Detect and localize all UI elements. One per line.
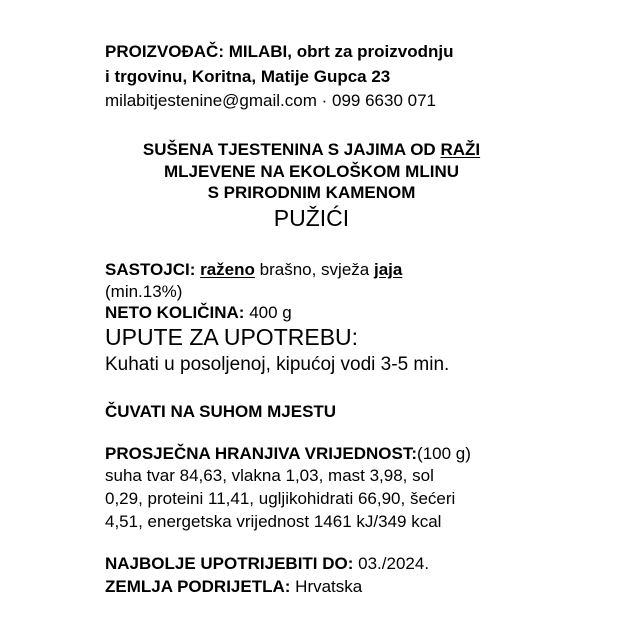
instructions-heading: UPUTE ZA UPOTREBU: [105,324,359,350]
producer-name: MILABI, obrt za proizvodnju [228,42,454,61]
nutrition-line-3: 4,51, energetska vrijednost 1461 kJ/349 kcal [105,512,442,531]
ingredients-line-2: (min.13%) [105,282,183,301]
nutrition-line-2: 0,29, proteini 11,41, ugljikohidrati 66,90, šećeri [105,489,456,508]
product-title-line-1 [0,140,623,160]
net-quantity [105,303,292,323]
nutrition-per: (100 g) [417,444,471,463]
product-title-text: SUŠENA TJESTENINA S JAJIMA OD [142,140,441,159]
producer-contact: milabitjestenine@gmail.com · 099 6630 071 [105,91,436,110]
origin-label: ZEMLJA PODRIJETLA: [105,577,291,596]
best-before-label: NAJBOLJE UPOTRIJEBITI DO: [105,554,354,573]
origin [105,577,362,597]
net-label: NETO KOLIČINA: [105,303,245,322]
producer-address: i trgovinu, Koritna, Matije Gupca 23 [105,67,391,86]
ingredient-rye: raženo [200,260,255,279]
producer-label: PROIZVOĐAČ: [105,42,224,61]
best-before [105,554,429,574]
ingredients-line-1 [105,260,402,280]
product-title-rye: RAŽI [440,140,481,159]
nutrition-line-1: suha tvar 84,63, vlakna 1,03, mast 3,98, sol [105,466,434,485]
best-before-value: 03./2024. [353,554,430,573]
nutrition-label: PROSJEČNA HRANJIVA VRIJEDNOST: [105,444,418,463]
product-title-line-3: S PRIRODNIM KAMENOM [207,183,416,202]
producer-line-1 [105,42,454,62]
storage-note: ČUVATI NA SUHOM MJESTU [105,402,337,421]
nutrition-heading [105,444,471,464]
net-value: 400 g [244,303,292,322]
ingredients-label: SASTOJCI: [105,260,196,279]
instructions-text: Kuhati u posoljenoj, kipućoj vodi 3-5 min. [105,354,450,375]
product-name: PUŽIĆI [273,205,350,231]
ingredient-eggs: jaja [373,260,403,279]
ingredients-text: brašno, svježa [254,260,374,279]
origin-value: Hrvatska [290,577,363,596]
product-title-line-2: MLJEVENE NA EKOLOŠKOM MLINU [164,162,459,181]
